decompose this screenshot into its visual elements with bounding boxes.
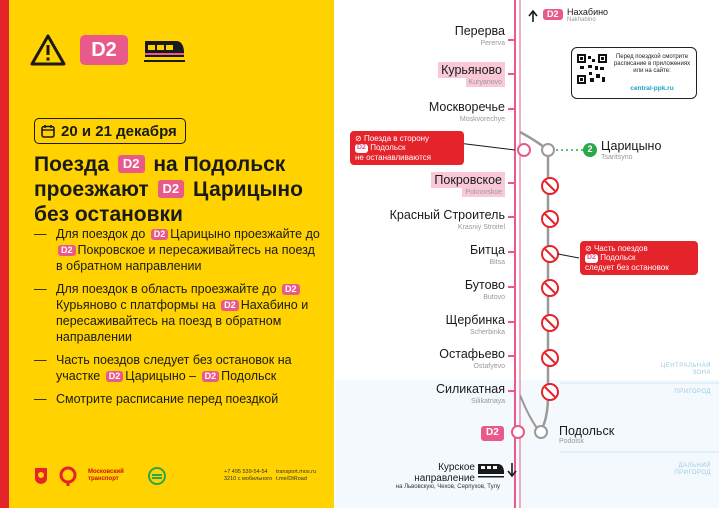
list-text: Покровское и пересаживайтесь на поезд в обратном направлении <box>56 243 315 273</box>
notice-text: Подольск <box>370 143 406 152</box>
d2-chip: D2 <box>158 180 185 198</box>
station-tick <box>508 251 516 253</box>
station-name: Остафьево <box>439 347 505 361</box>
no-stop-icon <box>542 211 558 227</box>
no-stop-icons <box>542 178 558 400</box>
no-stop-icon <box>542 350 558 366</box>
station-name: Москворечье <box>428 100 505 114</box>
podolsk-station-marker <box>535 426 547 438</box>
ban-icon: ⊘ <box>355 134 362 143</box>
arrow-up-icon <box>529 11 537 22</box>
tsaritsyno-name: Царицыно <box>601 139 662 153</box>
d2-chip: D2 <box>481 426 504 441</box>
station-latin <box>345 79 505 86</box>
station-name: Красный Строитель <box>389 208 505 222</box>
list-text: Царицыно проезжайте до <box>170 227 320 241</box>
zone-label-prigorod: ПРИГОРОД <box>674 389 711 395</box>
station-tick <box>508 321 516 323</box>
podolsk-name: Подольск <box>559 424 615 438</box>
station-tick <box>508 108 516 110</box>
station-latin: Scherbinka <box>469 329 505 336</box>
headline-text: Поезда <box>34 153 110 176</box>
zone-label-far: ДАЛЬНИЙ ПРИГОРОД <box>674 463 711 476</box>
station-latin: Krasniy Stroitel <box>457 224 505 231</box>
station-name <box>345 173 505 187</box>
phone: +7 495 539-54-54 <box>224 469 268 475</box>
d2-badge: D2 <box>80 35 128 65</box>
podolsk-station-marker <box>512 426 524 438</box>
station-latin: Pererva <box>480 40 505 47</box>
list-text: Для поездок до <box>56 227 146 241</box>
station-name: Силикатная <box>435 382 505 396</box>
kursk-direction-title: Курское направление <box>414 462 475 484</box>
station-name: Нахабино <box>567 7 609 17</box>
notice-partial-no-stop <box>580 241 698 275</box>
station-latin: Bitsa <box>489 259 505 266</box>
list-text: Подольск <box>221 369 277 383</box>
d2-chip: D2 <box>118 155 145 173</box>
tsaritsyno-station-marker <box>518 144 530 156</box>
notice-connector <box>558 254 579 258</box>
d2-chip: D2 <box>202 371 220 382</box>
station-name: Щербинка <box>445 313 505 327</box>
station-tick <box>508 216 516 218</box>
d2-chip: D2 <box>106 371 124 382</box>
zone-label-central: ЦЕНТРАЛЬНАЯ ЗОНА <box>660 363 711 376</box>
headline-text: проезжают <box>34 178 149 201</box>
d2-chip: D2 <box>357 144 366 151</box>
station-label: Покровское <box>431 172 505 188</box>
station-tick <box>508 73 516 75</box>
tsaritsyno-latin: Tsaritsyno <box>601 154 633 161</box>
station-tick <box>508 286 516 288</box>
station-latin <box>345 189 505 196</box>
station-name: Перерва <box>454 24 505 38</box>
d2-chip: D2 <box>587 254 596 261</box>
headline-text: без остановки <box>34 203 183 226</box>
station-latin: Moskvorechye <box>459 116 505 123</box>
station-latin: Butovo <box>483 294 505 301</box>
station-tick <box>508 355 516 357</box>
notice-text: следует без остановок <box>585 262 669 272</box>
kursk-direction-sub: на Львовскую, Чехов, Серпухов, Тулу <box>395 484 500 490</box>
no-stop-icon <box>542 280 558 296</box>
station-tick <box>508 182 516 184</box>
station-name <box>345 63 505 77</box>
list-text: Курьяново с платформы на <box>56 298 216 312</box>
station-tick <box>508 39 516 41</box>
no-stop-icon <box>542 178 558 194</box>
ban-icon: ⊘ <box>585 244 592 253</box>
podolsk-latin: Podolsk <box>559 438 584 445</box>
no-stop-icon <box>542 246 558 262</box>
list-text: Для поездок в область проезжайте до <box>56 282 277 296</box>
telegram-link[interactable]: t.me/DtRoad <box>276 476 307 482</box>
no-stop-icon <box>542 315 558 331</box>
qr-info-box <box>571 47 697 99</box>
notice-connector <box>458 143 515 150</box>
line-2-number: 2 <box>587 144 593 154</box>
no-stop-icon <box>542 384 558 400</box>
station-latin: Silikatnaya <box>471 398 505 405</box>
d2-chip: D2 <box>221 300 239 311</box>
station-label: Курьяново <box>438 62 505 78</box>
date-text: 20 и 21 декабря <box>61 122 177 140</box>
headline-text: на Подольск <box>153 153 286 176</box>
phone-mobile: 3210 с мобильного <box>224 476 273 482</box>
station-latin-label: Kuryanovo <box>466 78 505 87</box>
d2-chip: D2 <box>543 9 563 20</box>
transport-logo-text: Московский транспорт <box>88 469 124 482</box>
notice-text: Подольск <box>600 253 636 262</box>
notice-no-stop <box>350 131 464 165</box>
list-text: Часть поездов следует без остановок на участке <box>56 353 292 383</box>
station-tick <box>508 390 516 392</box>
d2-chip: D2 <box>282 284 300 295</box>
headline-text: Царицыно <box>193 178 303 201</box>
station-latin: Ostafyevo <box>473 363 505 370</box>
notice-text: не останавливаются <box>355 152 431 162</box>
qr-text: Перед поездкой смотрите расписание в приложениях или на сайте: <box>613 54 691 74</box>
notice-text: Часть поездов <box>593 244 648 253</box>
station-latin: Nakhabino <box>567 17 596 23</box>
station-name: Битца <box>469 243 505 257</box>
notice-text: Поезда в сторону <box>363 134 430 143</box>
list-text: Смотрите расписание перед поездкой <box>56 392 279 406</box>
qr-code-icon[interactable] <box>577 54 607 84</box>
station-name: Бутово <box>464 278 505 292</box>
d2-chip: D2 <box>151 229 169 240</box>
station-latin-label: Pokrovskoe <box>462 188 505 197</box>
schedule-link[interactable]: central-ppk.ru <box>630 85 674 92</box>
site-link[interactable]: transport.mos.ru <box>276 469 317 475</box>
list-text: Нахабино и пересаживайтесь на поезд в обратном направлении <box>56 298 309 344</box>
tsaritsyno-station-marker <box>542 144 554 156</box>
list-text: Царицыно – <box>125 369 197 383</box>
d2-chip: D2 <box>58 245 76 256</box>
